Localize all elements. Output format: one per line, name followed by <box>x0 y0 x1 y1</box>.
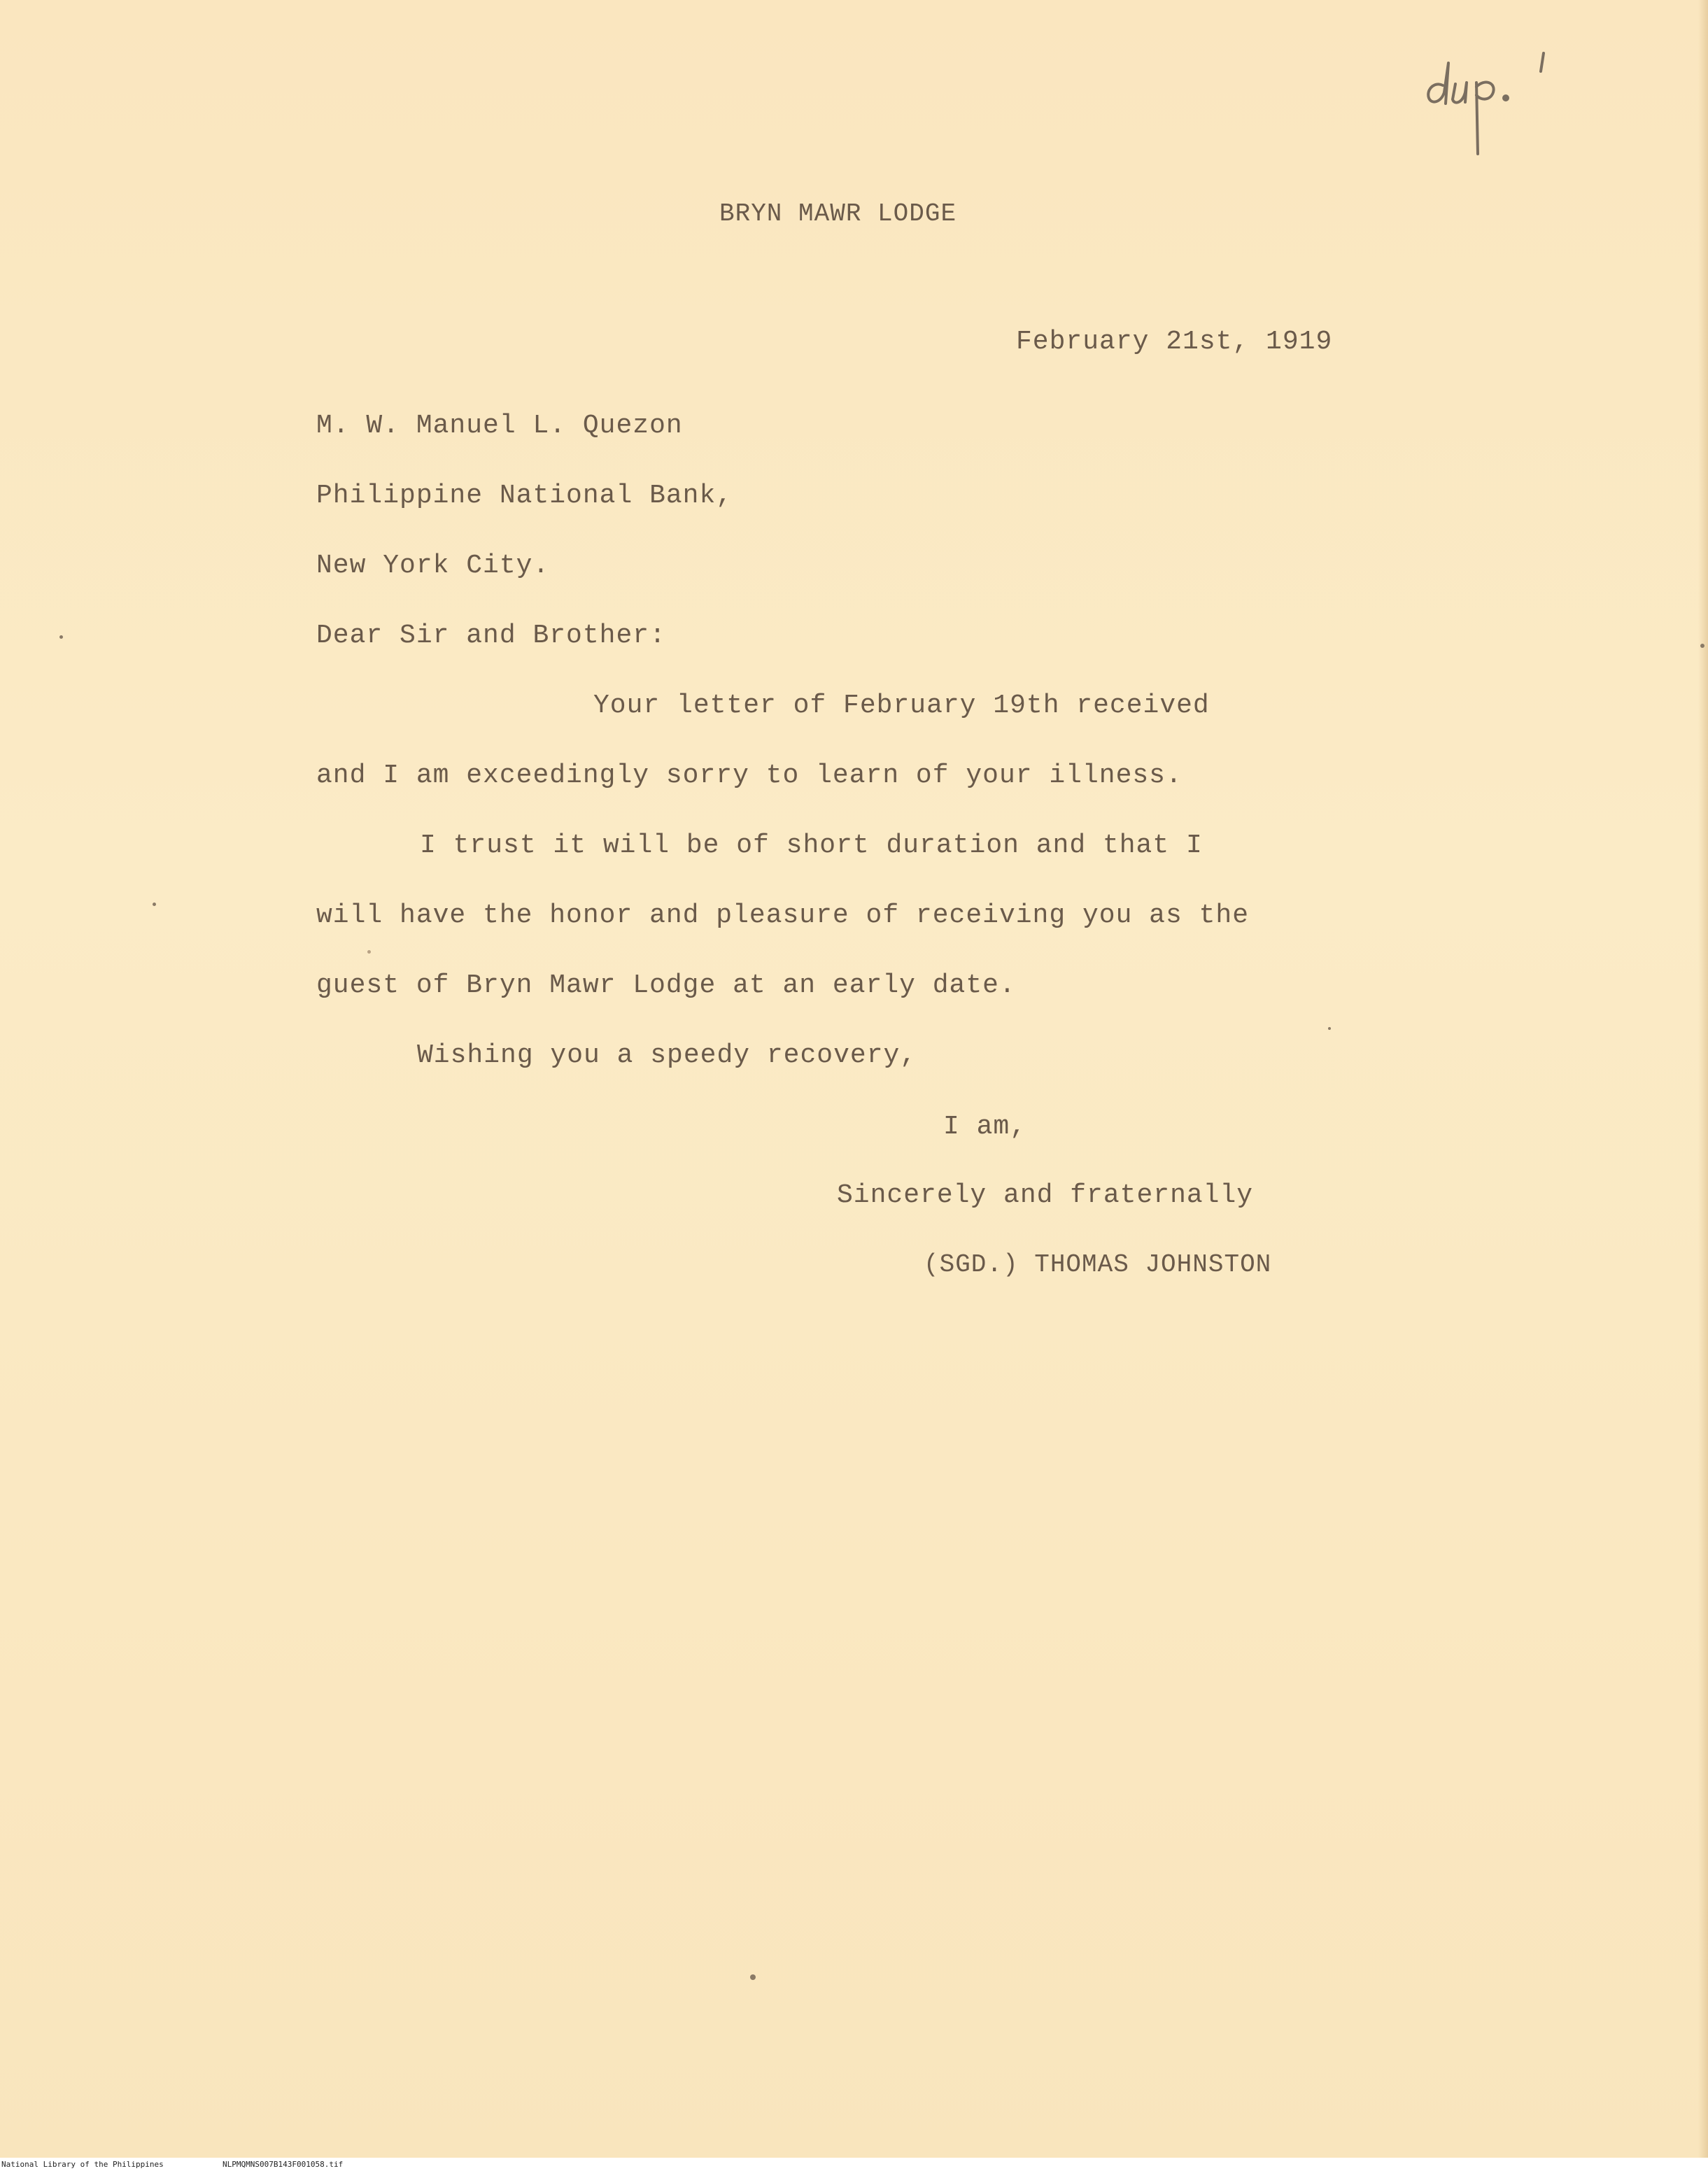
paper-speck <box>59 635 63 639</box>
body-line: and I am exceedingly sorry to learn of your illness. <box>316 761 1183 791</box>
paper-speck <box>1700 644 1705 648</box>
closing-line: Sincerely and fraternally <box>837 1180 1254 1210</box>
salutation: Dear Sir and Brother: <box>316 621 666 651</box>
body-line: Wishing you a speedy recovery, <box>417 1040 917 1070</box>
page-edge-shadow <box>1698 0 1708 2158</box>
closing-line: I am, <box>943 1112 1027 1142</box>
body-line: will have the honor and pleasure of receiving you as the <box>316 900 1250 931</box>
paper-speck <box>367 950 371 954</box>
paper-speck <box>1328 1027 1331 1030</box>
recipient-city: New York City. <box>316 551 550 581</box>
letter-date: February 21st, 1919 <box>1016 327 1333 357</box>
signature-line: (SGD.) THOMAS JOHNSTON <box>924 1250 1272 1279</box>
paper-speck <box>153 903 156 906</box>
letterhead: BRYN MAWR LODGE <box>719 199 957 228</box>
footer-filename: NLPMQMNS007B143F001058.tif <box>223 2160 344 2169</box>
recipient-name: M. W. Manuel L. Quezon <box>316 411 683 441</box>
handwritten-annotation <box>1420 49 1560 168</box>
archive-footer <box>0 2158 1708 2171</box>
body-line: guest of Bryn Mawr Lodge at an early date. <box>316 970 1016 1000</box>
recipient-organization: Philippine National Bank, <box>316 481 733 511</box>
body-line: Your letter of February 19th received <box>593 691 1210 721</box>
footer-library: National Library of the Philippines <box>1 2160 164 2169</box>
paper-speck <box>750 1974 756 1980</box>
body-line: I trust it will be of short duration and that I <box>420 830 1203 861</box>
